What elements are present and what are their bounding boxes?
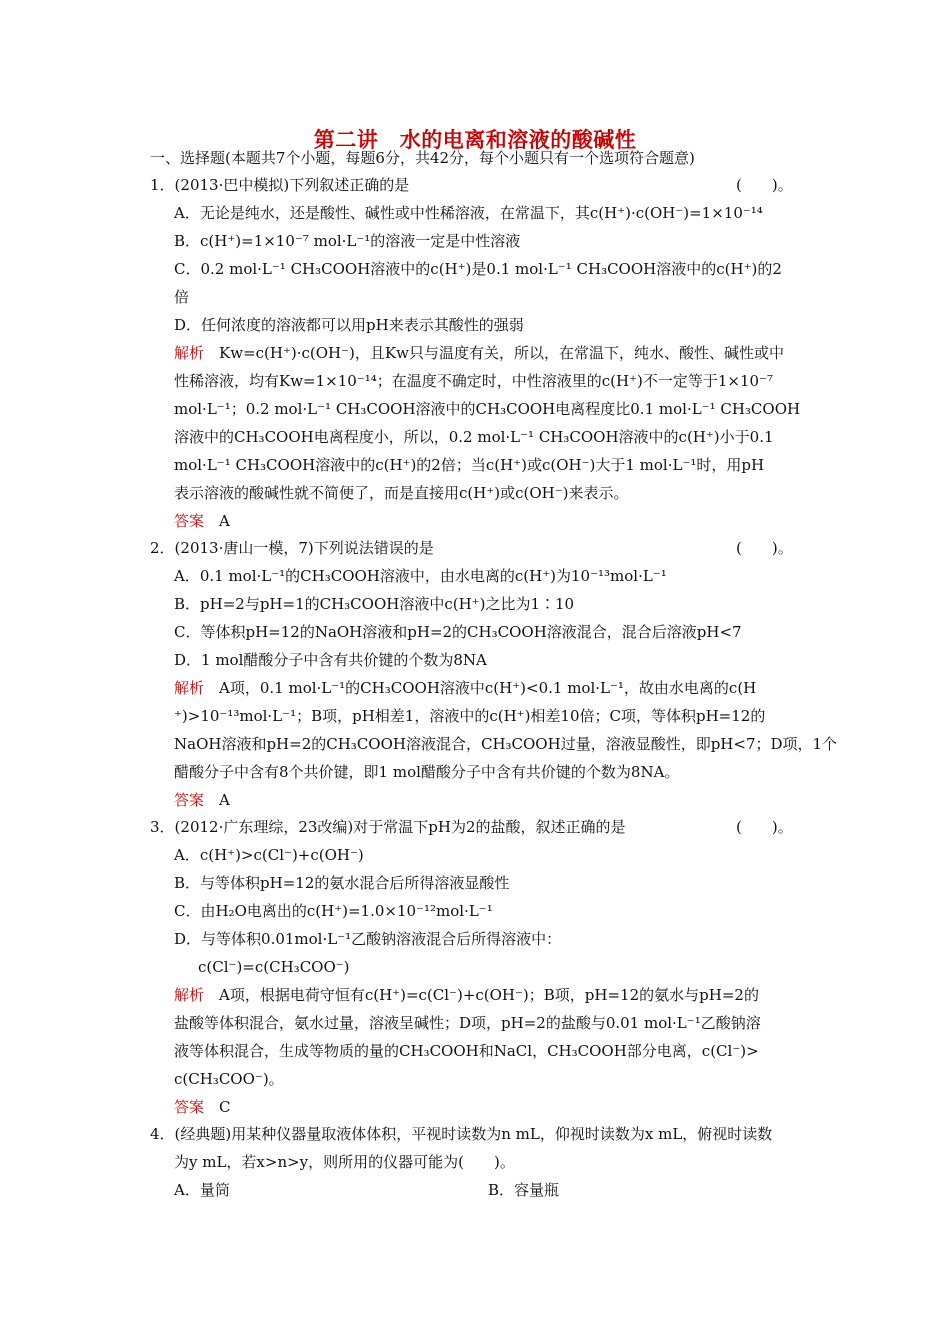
q2-analysis-line: NaOH溶液和pH=2的CH₃COOH溶液混合，CH₃COOH过量，溶液显酸性，即pH<7；D项，1个 — [174, 735, 838, 753]
q2-answer-blank: ( )。 — [736, 539, 793, 557]
section-header: 一、选择题(本题共7个小题，每题6分，共42分，每个小题只有一个选项符合题意) — [150, 149, 695, 167]
q1-answer: 答案 A — [174, 512, 230, 530]
q2-analysis-line: ⁺)>10⁻¹³mol·L⁻¹；B项，pH相差1，溶液中的c(H⁺)相差10倍；C项，等体积pH=12的 — [174, 707, 766, 725]
q3-analysis-line: 液等体积混合，生成等物质的量的CH₃COOH和NaCl，CH₃COOH部分电离，c(Cl⁻)> — [174, 1042, 759, 1060]
q1-answer-blank: ( )。 — [736, 176, 793, 194]
q3-option-d: D．与等体积0.01mol·L⁻¹乙酸钠溶液混合后所得溶液中： — [174, 930, 562, 948]
q2-answer: 答案 A — [174, 791, 230, 809]
q1-option-c-cont: 倍 — [174, 288, 190, 306]
q1-analysis-line: mol·L⁻¹ CH₃COOH溶液中的c(H⁺)的2倍；当c(H⁺)或c(OH⁻)大于1 mol·L⁻¹时，用pH — [174, 456, 765, 474]
q3-analysis-line: 解析 A项，根据电荷守恒有c(H⁺)=c(Cl⁻)+c(OH⁻)；B项，pH=12的氨水与pH=2的 — [174, 986, 759, 1004]
q2-option-d: D．1 mol醋酸分子中含有共价键的个数为8NA — [174, 651, 487, 669]
q2-stem: 2．(2013·唐山一模，7)下列说法错误的是 — [150, 539, 434, 557]
q1-analysis-line: 溶液中的CH₃COOH电离程度小，所以，0.2 mol·L⁻¹ CH₃COOH溶液中的c(H⁺)小于0.1 — [174, 428, 774, 446]
q3-option-c: C．由H₂O电离出的c(H⁺)=1.0×10⁻¹²mol·L⁻¹ — [174, 902, 493, 920]
q1-option-b: B．c(H⁺)=1×10⁻⁷ mol·L⁻¹的溶液一定是中性溶液 — [174, 232, 521, 250]
q1-stem: 1．(2013·巴中模拟)下列叙述正确的是 — [150, 176, 410, 194]
q3-analysis-line: c(CH₃COO⁻)。 — [174, 1070, 284, 1088]
q1-option-a: A．无论是纯水，还是酸性、碱性或中性稀溶液，在常温下，其c(H⁺)·c(OH⁻)=1×10⁻¹⁴ — [174, 204, 763, 222]
q1-analysis-line: 解析 Kw=c(H⁺)·c(OH⁻)，且Kw只与温度有关，所以，在常温下，纯水、酸性、碱性或中 — [174, 344, 784, 362]
answer-label: 答案 — [174, 512, 205, 530]
q2-option-b: B．pH=2与pH=1的CH₃COOH溶液中c(H⁺)之比为1∶10 — [174, 595, 575, 613]
q2-option-c: C．等体积pH=12的NaOH溶液和pH=2的CH₃COOH溶液混合，混合后溶液pH<7 — [174, 623, 742, 641]
analysis-label: 解析 — [174, 344, 205, 362]
q1-analysis-line: 性稀溶液，均有Kw=1×10⁻¹⁴；在温度不确定时，中性溶液里的c(H⁺)不一定等于1×10⁻⁷ — [174, 372, 773, 390]
q3-option-a: A．c(H⁺)>c(Cl⁻)+c(OH⁻) — [174, 846, 364, 864]
q1-analysis-line: mol·L⁻¹；0.2 mol·L⁻¹ CH₃COOH溶液中的CH₃COOH电离程度比0.1 mol·L⁻¹ CH₃COOH — [174, 400, 801, 418]
q4-stem: 4．(经典题)用某种仪器量取液体体积，平视时读数为n mL，仰视时读数为x mL，俯视时读数 — [150, 1125, 773, 1143]
answer-label: 答案 — [174, 791, 205, 809]
q2-analysis-line: 解析 A项，0.1 mol·L⁻¹的CH₃COOH溶液中c(H⁺)<0.1 mol·L⁻¹，故由水电离的c(H — [174, 679, 757, 697]
q2-analysis-line: 醋酸分子中含有8个共价键，即1 mol醋酸分子中含有共价键的个数为8NA。 — [174, 763, 680, 781]
q1-option-d: D．任何浓度的溶液都可以用pH来表示其酸性的强弱 — [174, 316, 524, 334]
q2-option-a: A．0.1 mol·L⁻¹的CH₃COOH溶液中，由水电离的c(H⁺)为10⁻¹³mol·L⁻¹ — [174, 567, 667, 585]
q1-option-c: C．0.2 mol·L⁻¹ CH₃COOH溶液中的c(H⁺)是0.1 mol·L⁻¹ CH₃COOH溶液中的c(H⁺)的2 — [174, 260, 782, 278]
q1-analysis-line: 表示溶液的酸碱性就不简便了，而是直接用c(H⁺)或c(OH⁻)来表示。 — [174, 484, 629, 502]
analysis-label: 解析 — [174, 679, 205, 697]
q3-analysis-line: 盐酸等体积混合，氨水过量，溶液呈碱性；D项，pH=2的盐酸与0.01 mol·L⁻¹乙酸钠溶 — [174, 1014, 761, 1032]
q3-stem: 3．(2012·广东理综，23改编)对于常温下pH为2的盐酸，叙述正确的是 — [150, 818, 626, 836]
q4-stem-cont: 为y mL，若x>n>y，则所用的仪器可能为( )。 — [174, 1153, 515, 1171]
q3-answer: 答案 C — [174, 1098, 231, 1116]
page-title: 第二讲 水的电离和溶液的酸碱性 — [313, 127, 637, 152]
q4-option-b: B．容量瓶 — [488, 1181, 560, 1199]
q4-option-a: A．量筒 — [174, 1181, 230, 1199]
analysis-label: 解析 — [174, 986, 205, 1004]
q3-answer-blank: ( )。 — [736, 818, 793, 836]
q3-option-d-cont: c(Cl⁻)=c(CH₃COO⁻) — [198, 958, 350, 976]
answer-label: 答案 — [174, 1098, 205, 1116]
q3-option-b: B．与等体积pH=12的氨水混合后所得溶液显酸性 — [174, 874, 510, 892]
